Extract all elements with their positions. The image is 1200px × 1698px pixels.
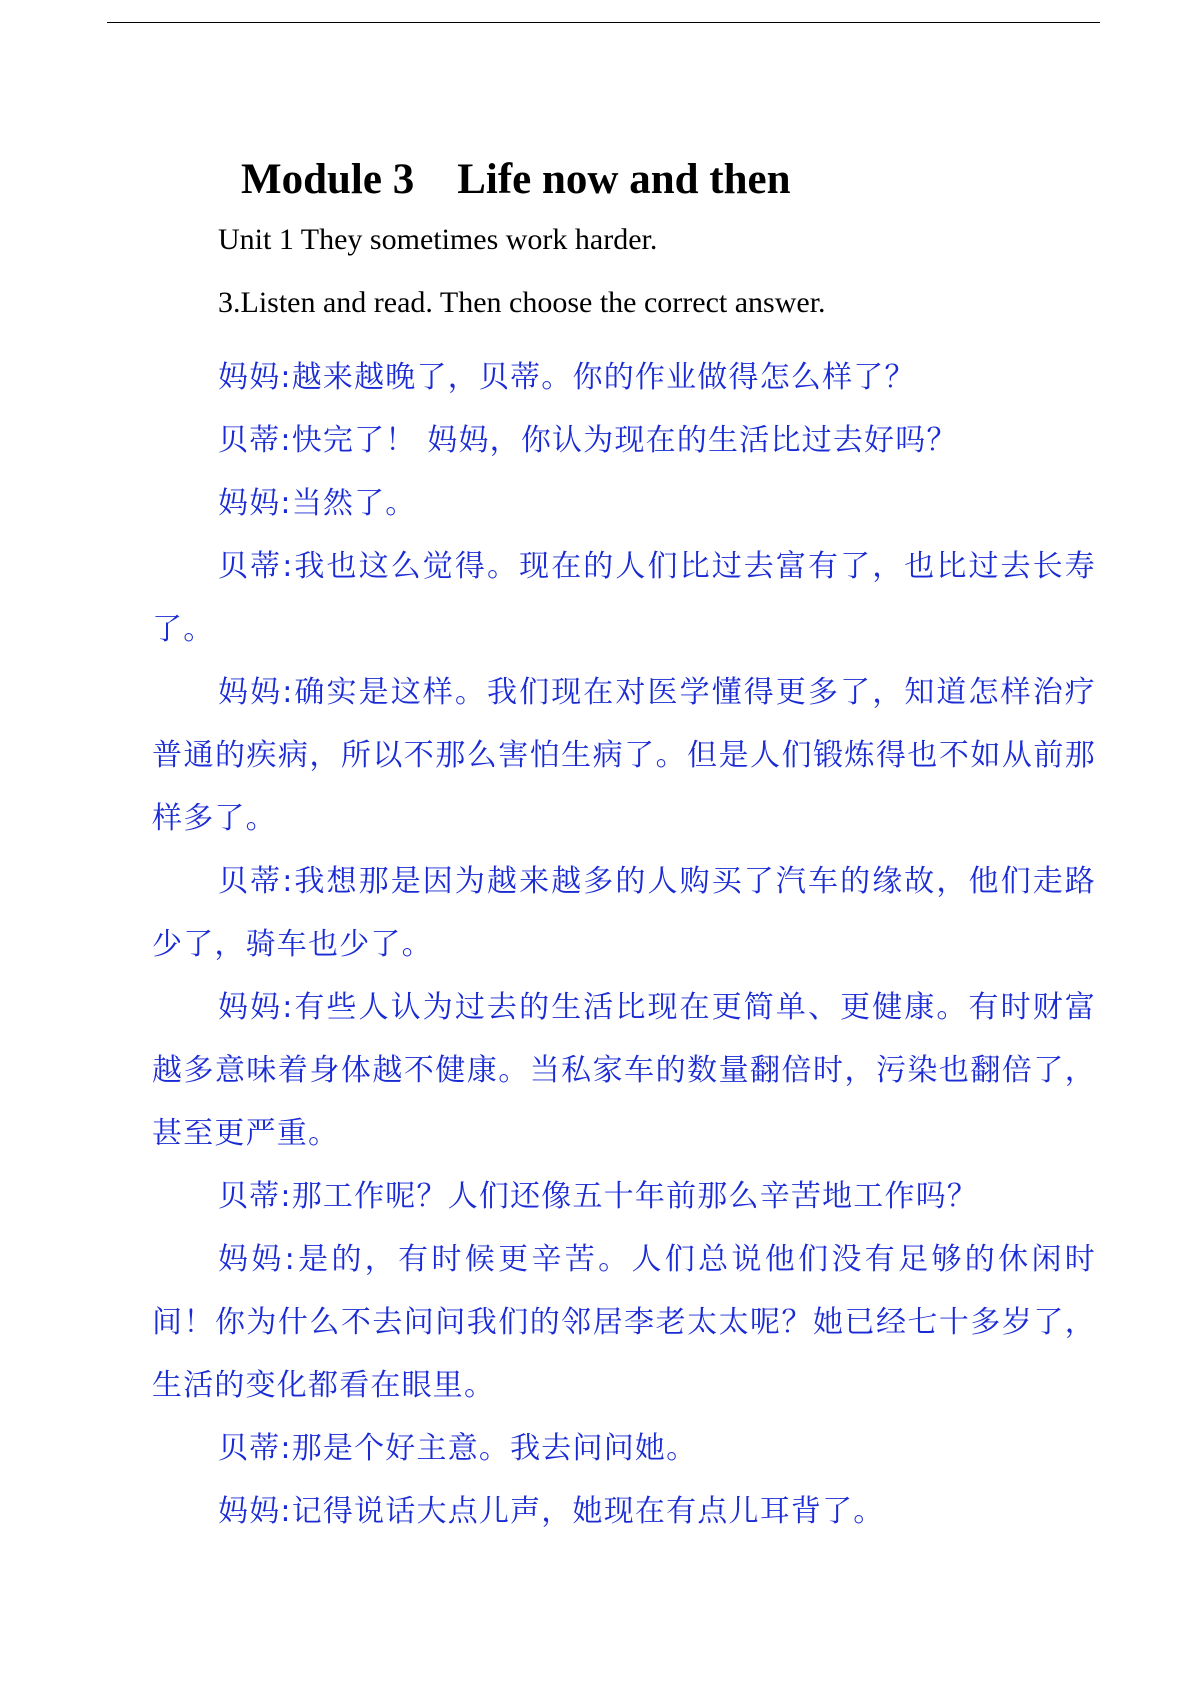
dialogue-line: 贝蒂:那工作呢？人们还像五十年前那么辛苦地工作吗？ xyxy=(218,1179,979,1214)
dialogue-line: 贝蒂:快完了！ 妈妈，你认为现在的生活比过去好吗？ xyxy=(218,423,958,458)
unit-heading: Unit 1 They sometimes work harder. xyxy=(218,223,658,256)
dialogue-line: 贝蒂:那是个好主意。我去问问她。 xyxy=(218,1431,698,1466)
module-title: Module 3 Life now and then xyxy=(241,156,791,203)
dialogue-translation xyxy=(152,346,1096,1543)
dialogue-line: 妈妈:当然了。 xyxy=(218,486,417,521)
dialogue-line: 贝蒂:我想那是因为越来越多的人购买了汽车的缘故，他们走路少了，骑车也少了。 xyxy=(152,864,1096,962)
header-rule xyxy=(107,22,1100,23)
dialogue-line: 妈妈:记得说话大点儿声，她现在有点儿耳背了。 xyxy=(218,1494,885,1529)
dialogue-line: 妈妈:确实是这样。我们现在对医学懂得更多了，知道怎样治疗普通的疾病，所以不那么害怕生病了。但是人们锻炼得也不如从前那样多了。 xyxy=(152,675,1096,836)
task-instruction: 3.Listen and read. Then choose the correct answer. xyxy=(218,286,826,319)
dialogue-line: 妈妈:有些人认为过去的生活比现在更简单、更健康。有时财富越多意味着身体越不健康。当私家车的数量翻倍时，污染也翻倍了，甚至更严重。 xyxy=(152,990,1096,1151)
dialogue-line: 妈妈:是的，有时候更辛苦。人们总说他们没有足够的休闲时间！你为什么不去问问我们的邻居李老太太呢？她已经七十多岁了，生活的变化都看在眼里。 xyxy=(152,1242,1096,1403)
dialogue-line: 贝蒂:我也这么觉得。现在的人们比过去富有了，也比过去长寿了。 xyxy=(152,549,1096,647)
dialogue-line: 妈妈:越来越晚了，贝蒂。你的作业做得怎么样了？ xyxy=(218,360,916,395)
